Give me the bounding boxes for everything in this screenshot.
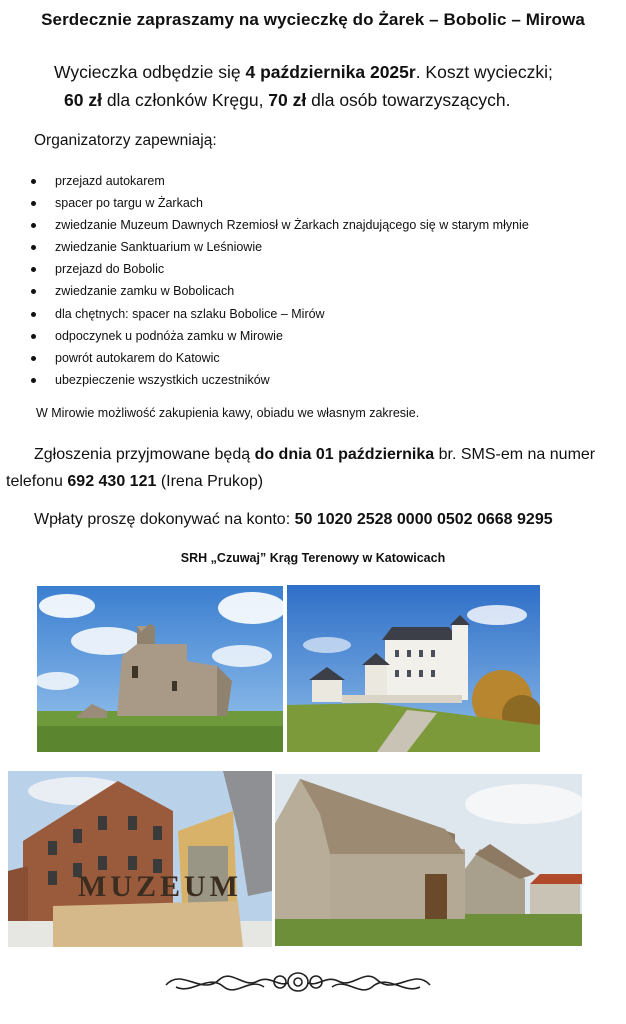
registration-info bbox=[6, 441, 622, 495]
price-guests: 70 zł bbox=[268, 90, 307, 110]
list-item bbox=[28, 325, 529, 347]
list-item-text: odpoczynek u podnóża zamku w Mirowie bbox=[55, 328, 283, 343]
list-item bbox=[28, 303, 529, 325]
list-item-text: przejazd autokarem bbox=[55, 174, 165, 188]
page-title: Serdecznie zapraszamy na wycieczkę do Żarek – Bobolic – Mirowa bbox=[41, 10, 585, 29]
price-members: 60 zł bbox=[64, 90, 102, 110]
intro-line-1 bbox=[54, 58, 624, 86]
list-item-text: zwiedzanie Sanktuarium w Leśniowie bbox=[55, 240, 263, 255]
list-item-text: przejazd do Bobolic bbox=[55, 262, 165, 277]
bobolice-castle-photo bbox=[287, 585, 540, 752]
contact-person: (Irena Prukop) bbox=[156, 473, 264, 490]
list-item bbox=[28, 236, 529, 258]
bullet-icon bbox=[31, 356, 36, 361]
bullet-icon bbox=[31, 289, 36, 294]
organization-name: SRH „Czuwaj” Krąg Terenowy w Katowicach bbox=[180, 551, 446, 565]
bullet-icon bbox=[31, 223, 36, 228]
list-item-text: powrót autokarem do Katowic bbox=[55, 350, 220, 365]
trip-date: 4 października 2025r bbox=[245, 62, 416, 82]
registration-text: br. SMS-em na numer telefonu bbox=[6, 446, 596, 490]
intro-text: . Koszt wycieczki; bbox=[415, 62, 553, 82]
museum-sign: MUZEUM bbox=[78, 870, 242, 903]
bullet-icon bbox=[31, 179, 36, 184]
bullet-icon bbox=[31, 267, 36, 272]
bullet-icon bbox=[31, 245, 36, 250]
intro-paragraph bbox=[34, 58, 624, 114]
registration-text: Zgłoszenia przyjmowane będą bbox=[34, 446, 255, 463]
list-item bbox=[28, 170, 529, 192]
payment-info bbox=[34, 511, 553, 529]
contact-phone: 692 430 121 bbox=[67, 473, 157, 490]
intro-text: Wycieczka odbędzie się bbox=[54, 62, 246, 82]
intro-text: dla osób towarzyszących. bbox=[306, 90, 511, 110]
organizers-heading: Organizatorzy zapewniają: bbox=[34, 132, 217, 149]
decorative-divider-icon bbox=[162, 965, 434, 999]
bullet-icon bbox=[31, 312, 36, 317]
list-item-text: zwiedzanie Muzeum Dawnych Rzemiosł w Żarkach znajdującego się w starym młynie bbox=[55, 218, 529, 233]
intro-text: dla członków Kręgu, bbox=[101, 90, 269, 110]
bullet-icon bbox=[31, 201, 36, 206]
mirow-castle-photo bbox=[37, 586, 283, 752]
list-item-text: ubezpieczenie wszystkich uczestników bbox=[55, 372, 270, 387]
museum-photo bbox=[8, 771, 272, 947]
bullet-icon bbox=[31, 378, 36, 383]
list-item bbox=[28, 369, 529, 391]
list-item-text: spacer po targu w Żarkach bbox=[55, 196, 203, 211]
registration-deadline: do dnia 01 października bbox=[254, 446, 435, 463]
included-list bbox=[28, 170, 529, 391]
list-item bbox=[28, 280, 529, 302]
list-item bbox=[28, 214, 529, 236]
intro-line-2 bbox=[64, 86, 624, 114]
stone-barns-photo bbox=[275, 774, 582, 946]
bank-account-number: 50 1020 2528 0000 0502 0668 9295 bbox=[294, 511, 553, 528]
payment-label: Wpłaty proszę dokonywać na konto: bbox=[34, 511, 295, 528]
list-item-text: zwiedzanie zamku w Bobolicach bbox=[55, 284, 235, 299]
list-item bbox=[28, 258, 529, 280]
bullet-icon bbox=[31, 334, 36, 339]
list-item-text: dla chętnych: spacer na szlaku Bobolice – Mirów bbox=[55, 306, 325, 321]
list-item bbox=[28, 347, 529, 369]
food-note: W Mirowie możliwość zakupienia kawy, obiadu we własnym zakresie. bbox=[36, 406, 420, 420]
list-item bbox=[28, 192, 529, 214]
